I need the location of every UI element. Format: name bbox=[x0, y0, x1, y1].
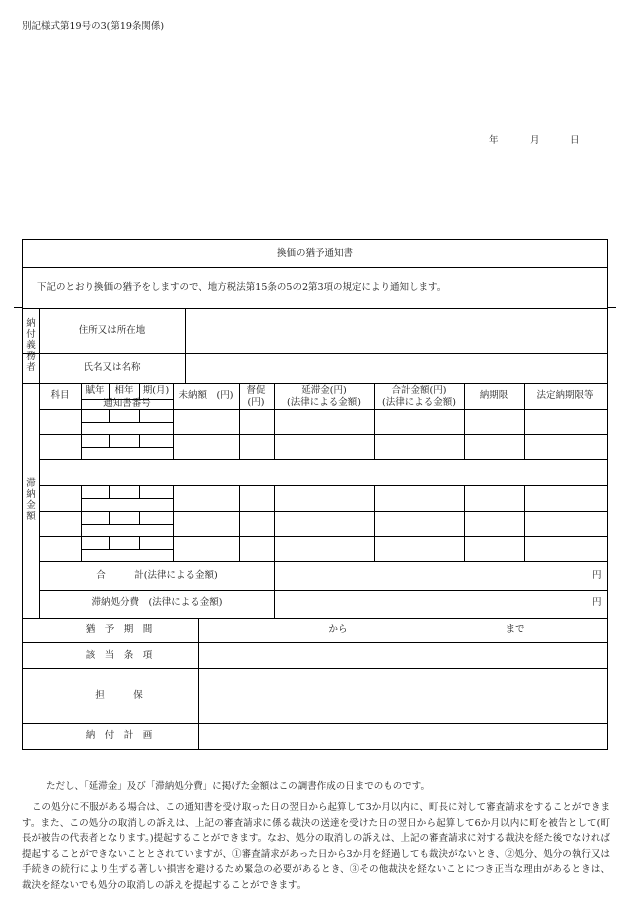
col-fiscal-year: 相年 bbox=[114, 385, 134, 396]
cell-div-a2a bbox=[109, 434, 110, 447]
grace-rule bbox=[23, 642, 607, 643]
address-label: 住所又は所在地 bbox=[78, 325, 146, 336]
cell-div-b1b bbox=[139, 485, 140, 498]
col-reminder-2: (円) bbox=[247, 397, 265, 408]
col-unpaid: 未納額 (円) bbox=[178, 390, 234, 401]
disposition-label: 滞納処分費 (法律による金額) bbox=[91, 597, 223, 608]
payer-value-divider bbox=[185, 308, 186, 383]
col-total-1: 合計金額(円) bbox=[391, 385, 447, 396]
col-latefee-2: (法律による金額) bbox=[287, 397, 361, 408]
col-div-reminder-b bbox=[274, 485, 275, 618]
col-div-deadline bbox=[524, 383, 525, 459]
collateral-label: 担 保 bbox=[95, 690, 143, 701]
col-latefee-1: 延滞金(円) bbox=[301, 385, 347, 396]
col-tax-year: 賦年 bbox=[85, 385, 105, 396]
row-rule-3 bbox=[39, 485, 607, 486]
col-total-2: (法律による金額) bbox=[382, 397, 456, 408]
grace-from: から bbox=[328, 624, 348, 635]
note-interest: ただし、「延滞金」及び「滞納処分費」に掲げた金額はこの調書作成の日までのものです。 bbox=[46, 781, 430, 792]
name-label: 氏名又は名称 bbox=[83, 362, 141, 373]
col-div-unpaid bbox=[239, 383, 240, 459]
cell-div-a2b bbox=[139, 434, 140, 447]
grace-period-label: 猶 予 期 間 bbox=[85, 624, 153, 635]
col-div-notice-b bbox=[173, 485, 174, 561]
col-div-total-b bbox=[464, 485, 465, 561]
intro-rule bbox=[23, 308, 607, 309]
sub-div-2h bbox=[139, 383, 140, 399]
row-rule-2 bbox=[39, 459, 607, 460]
payment-plan-label: 納 付 計 画 bbox=[85, 730, 153, 741]
grace-to: まで bbox=[505, 624, 525, 635]
col-div-reminder bbox=[274, 383, 275, 459]
col-div-latefee bbox=[374, 383, 375, 459]
cell-split-b2 bbox=[81, 524, 173, 525]
arrears-bottom-rule bbox=[23, 618, 607, 619]
total-label: 合 計(法律による金額) bbox=[96, 570, 218, 581]
cell-div-b1a bbox=[109, 485, 110, 498]
form-title: 換価の猶予通知書 bbox=[276, 248, 354, 259]
cell-div-a1a bbox=[109, 409, 110, 422]
payer-side-label: 納付義務者 bbox=[26, 318, 36, 373]
col-div-notice bbox=[173, 383, 174, 459]
row-rule-4 bbox=[39, 511, 607, 512]
cell-split-b1 bbox=[81, 498, 173, 499]
cell-split-b3 bbox=[81, 549, 173, 550]
col-notice-no: 通知書番号 bbox=[103, 398, 151, 409]
col-div-deadline-b bbox=[524, 485, 525, 561]
arrears-label-divider bbox=[39, 383, 40, 618]
cell-div-b2b bbox=[139, 511, 140, 524]
date-year-label: 年 bbox=[489, 135, 499, 146]
payer-mid-rule bbox=[23, 353, 607, 354]
payer-label-divider bbox=[39, 308, 40, 383]
date-month-label: 月 bbox=[530, 135, 540, 146]
col-div-total bbox=[464, 383, 465, 459]
collateral-rule bbox=[23, 723, 607, 724]
col-div-unpaid-b bbox=[239, 485, 240, 561]
col-deadline: 納期限 bbox=[479, 390, 509, 401]
sub-div-1h bbox=[109, 383, 110, 399]
cell-div-b2a bbox=[109, 511, 110, 524]
cell-split-a2 bbox=[81, 447, 173, 448]
note-appeal: この処分に不服がある場合は、この通知書を受け取った日の翌日から起算して3か月以内に、町長に対して審査請求をすることができます。また、この処分の取消しの訴えは、上記の審査請求に係る裁決の送達を受けた日の翌日から起算して6か月以内に町を被告として(町長が被告の代表者となります。)提起することができます。なお、処分の取消しの訴えは、上記の審査請求に対する裁決を経た後でなければ提起することができないこととされていますが、①審査請求があった日から3か月を経過しても裁決がないとき、②処分、処分の執行又は手続きの続行により生ずる著しい損害を避けるため緊急の必要があるとき、③その他裁決を経ないことにつき正当な理由があるときは、裁決を経ないでも処分の取消しの訴えを提起することができます。 bbox=[22, 802, 610, 891]
disposition-unit: 円 bbox=[592, 597, 602, 608]
right-fold-mark bbox=[608, 307, 616, 308]
date-day-label: 日 bbox=[570, 135, 580, 146]
applicable-rule bbox=[23, 668, 607, 669]
title-rule bbox=[23, 267, 607, 268]
applicable-label: 該 当 条 項 bbox=[85, 650, 153, 661]
row-rule-5 bbox=[39, 536, 607, 537]
notice-form bbox=[22, 239, 608, 750]
col-period: 期(月) bbox=[142, 385, 170, 396]
cell-div-b3b bbox=[139, 536, 140, 549]
row-rule-7 bbox=[39, 590, 607, 591]
left-fold-mark bbox=[14, 307, 22, 308]
bottom-label-divider bbox=[198, 618, 199, 749]
cell-split-a1 bbox=[81, 422, 173, 423]
row-rule-1 bbox=[39, 434, 607, 435]
col-div-latefee-b bbox=[374, 485, 375, 561]
total-unit: 円 bbox=[592, 570, 602, 581]
cell-div-b3a bbox=[109, 536, 110, 549]
col-subject: 科目 bbox=[50, 390, 70, 401]
row-rule-6 bbox=[39, 561, 607, 562]
col-reminder-1: 督促 bbox=[246, 385, 266, 396]
form-code: 別記様式第19号の3(第19条関係) bbox=[22, 21, 165, 32]
arrears-side-label: 滞納金額 bbox=[26, 478, 36, 522]
payer-bottom-rule bbox=[23, 383, 607, 384]
intro-text: 下記のとおり換価の猶予をしますので、地方税法第15条の5の2第3項の規定により通知します。 bbox=[37, 282, 447, 293]
cell-div-a1b bbox=[139, 409, 140, 422]
col-legal-deadline: 法定納期限等 bbox=[536, 390, 594, 401]
